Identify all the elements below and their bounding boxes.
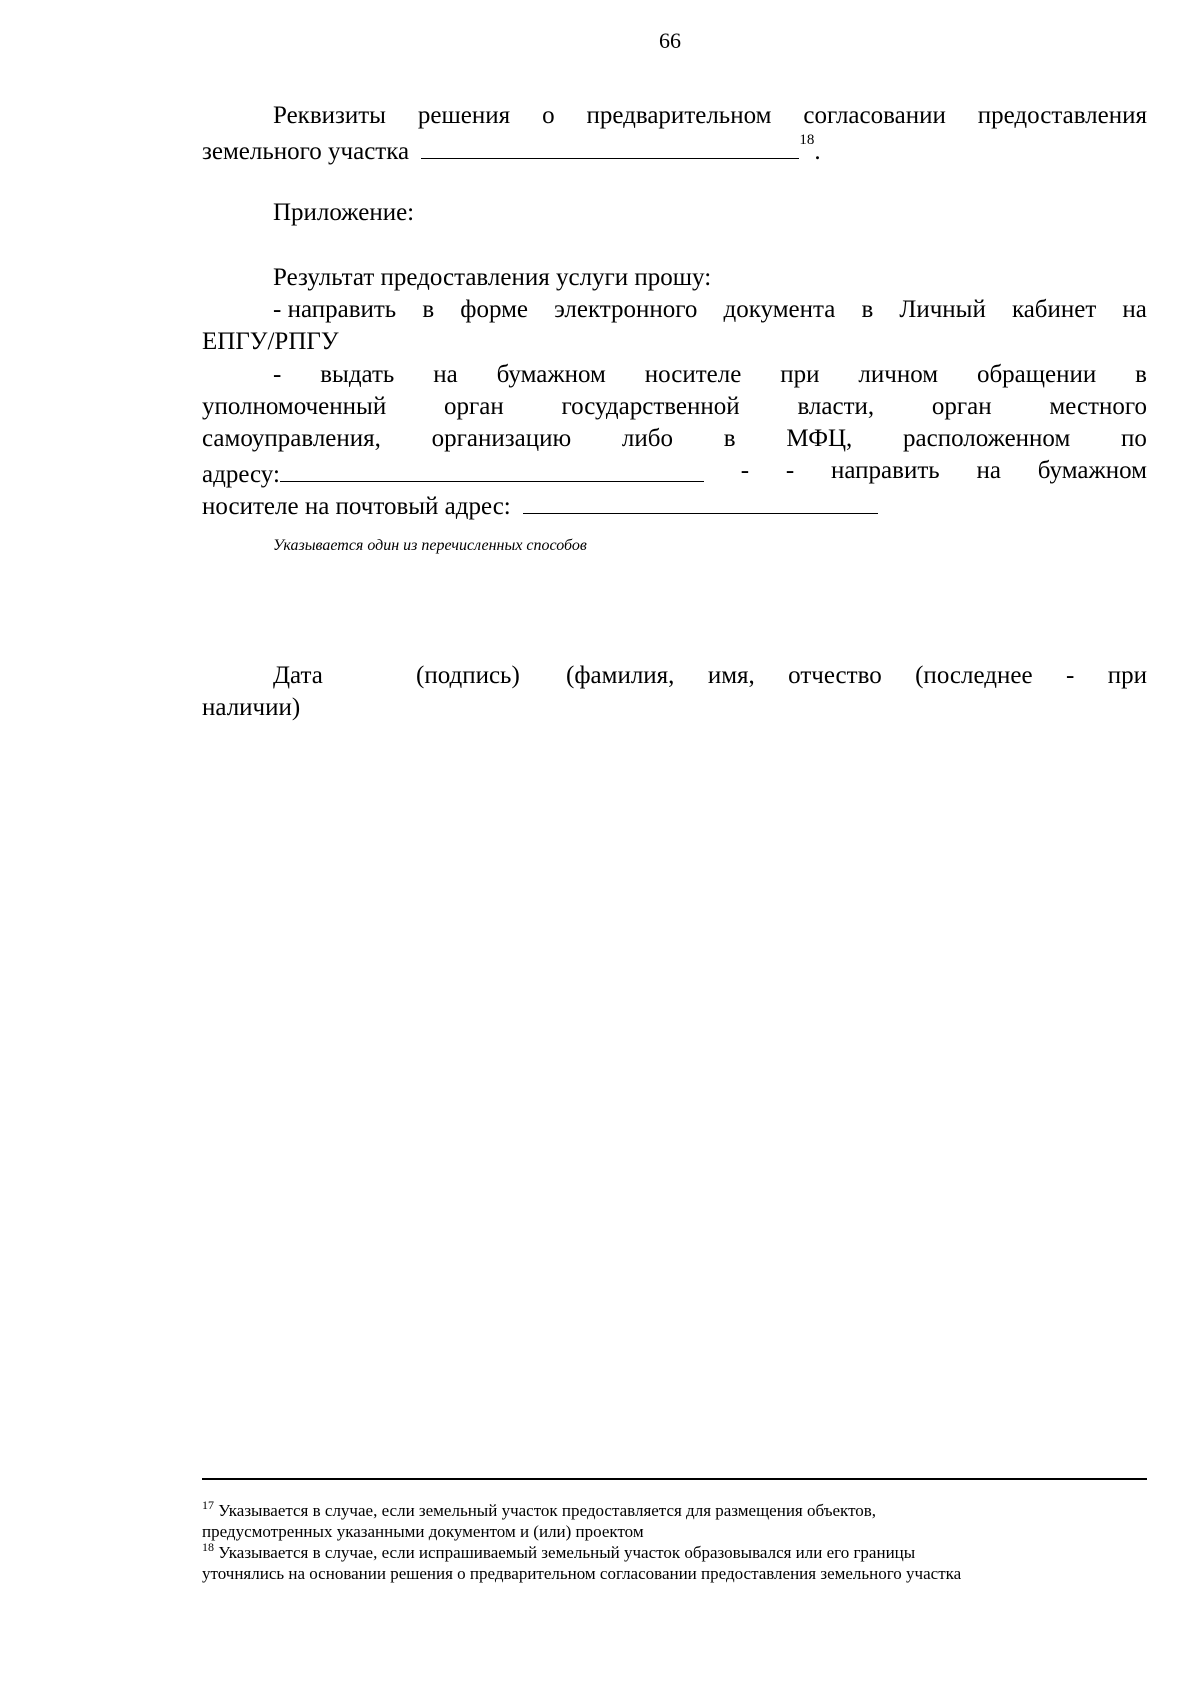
result-heading: Результат предоставления услуги прошу: [273, 264, 712, 291]
footnote-17: $^{17}$ Указывается в случае, если земельный участок предоставляется для размещения объектов, предусмотренных указанными документом и (или) проектом [202, 1498, 877, 1541]
method-note: Указывается один из перечисленных способов [273, 537, 587, 554]
page-number: 66 [659, 28, 681, 53]
option-mail-line: носителе на почтовый адрес: [202, 487, 1147, 523]
date-label: Дата [273, 662, 323, 689]
postal-address-blank-field[interactable] [523, 487, 878, 514]
footnote-ref-18: 18 [799, 132, 815, 148]
requisites-blank-field[interactable] [421, 132, 799, 159]
requisites-line-2: земельного участка $^{18}$. [202, 132, 821, 165]
option-electronic-line-2: ЕПГУ/РПГУ [202, 328, 339, 355]
address-blank-field[interactable] [280, 455, 704, 482]
footnote-divider [202, 1478, 1147, 1480]
appendix-label: Приложение: [273, 199, 415, 226]
fullname-label: (фамилия, имя, отчество (последнее - при [566, 662, 1147, 689]
option-paper-line-4: адресу: - - направить на бумажном [202, 457, 1147, 488]
signature-line-2: наличии) [202, 694, 301, 721]
footnote-18: $^{18}$ Указывается в случае, если испрашиваемый земельный участок образовывался или его границы уточнялись на основании решения о предварительном согласовании предоставления земельного участка [202, 1540, 962, 1583]
signature-label: (подпись) [416, 662, 520, 689]
option-electronic-line-1: - направить в форме электронного документа в Личный кабинет на [273, 296, 1147, 323]
option-paper-line-1: - выдать на бумажном носителе при личном обращении в [273, 361, 1147, 388]
option-paper-line-2: уполномоченный орган государственной власти, орган местного [202, 393, 1147, 420]
option-paper-line-3: самоуправления, организацию либо в МФЦ, расположенном по [202, 425, 1147, 452]
requisites-line-1: Реквизиты решения о предварительном согласовании предоставления [273, 102, 1147, 129]
